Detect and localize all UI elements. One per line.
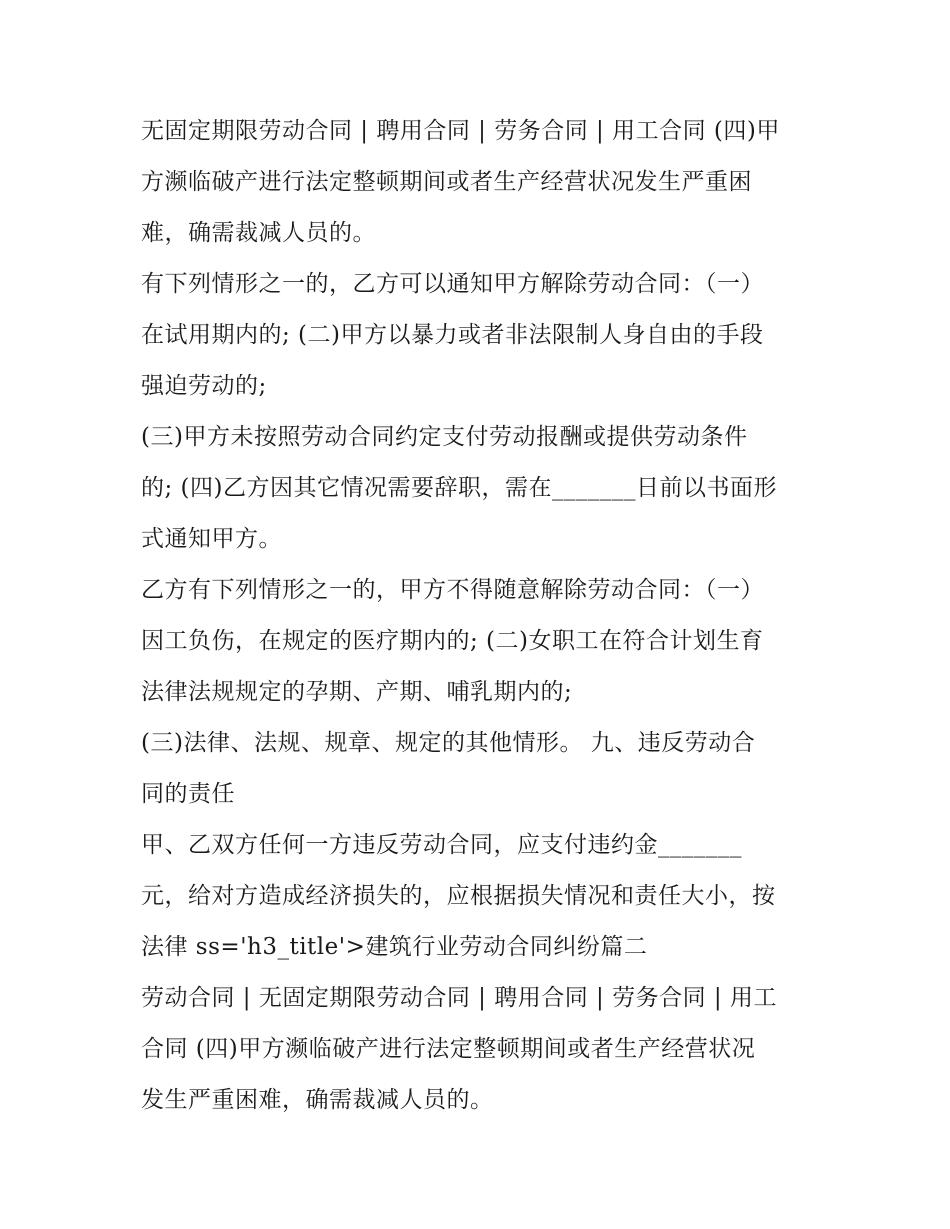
text-line: 因工负伤，在规定的医疗期内的; (二)女职工在符合计划生育 (141, 628, 764, 654)
text-line: 法律法规规定的孕期、产期、哺乳期内的; (141, 679, 573, 705)
document-body (141, 106, 821, 1126)
text-line: 甲、乙双方任何一方违反劳动合同，应支付违约金_______ (141, 832, 742, 858)
text-line: (三)甲方未按照劳动合同约定支付劳动报酬或提供劳动条件 (141, 424, 748, 450)
text-line: 方濒临破产进行法定整顿期间或者生产经营状况发生严重困 (141, 169, 752, 195)
text-line: 同的责任 (141, 781, 235, 807)
text-line: 劳动合同 | 无固定期限劳动合同 | 聘用合同 | 劳务合同 | 用工 (141, 985, 777, 1011)
text-line: 合同 (四)甲方濒临破产进行法定整顿期间或者生产经营状况 (141, 1036, 756, 1062)
text-line: 难，确需裁减人员的。 (141, 220, 376, 246)
text-line: (三)法律、法规、规章、规定的其他情形。 九、违反劳动合 (141, 730, 756, 756)
text-line: 元，给对方造成经济损失的，应根据损失情况和责任大小，按 (141, 883, 776, 909)
text-line: 有下列情形之一的，乙方可以通知甲方解除劳动合同：（一） (141, 271, 764, 297)
text-line: 无固定期限劳动合同 | 聘用合同 | 劳务合同 | 用工合同 (四)甲 (141, 118, 780, 144)
text-line: 的; (四)乙方因其它情况需要辞职，需在_______日前以书面形 (141, 475, 778, 501)
text-line: 在试用期内的; (二)甲方以暴力或者非法限制人身自由的手段 (141, 322, 764, 348)
text-line: 发生严重困难，确需裁减人员的。 (141, 1087, 494, 1113)
text-line: 法律 ss='h3_title'>建筑行业劳动合同纠纷篇二 (141, 934, 648, 960)
text-line: 乙方有下列情形之一的，甲方不得随意解除劳动合同：（一） (141, 577, 764, 603)
text-line: 强迫劳动的; (141, 373, 267, 399)
text-line: 式通知甲方。 (141, 526, 282, 552)
